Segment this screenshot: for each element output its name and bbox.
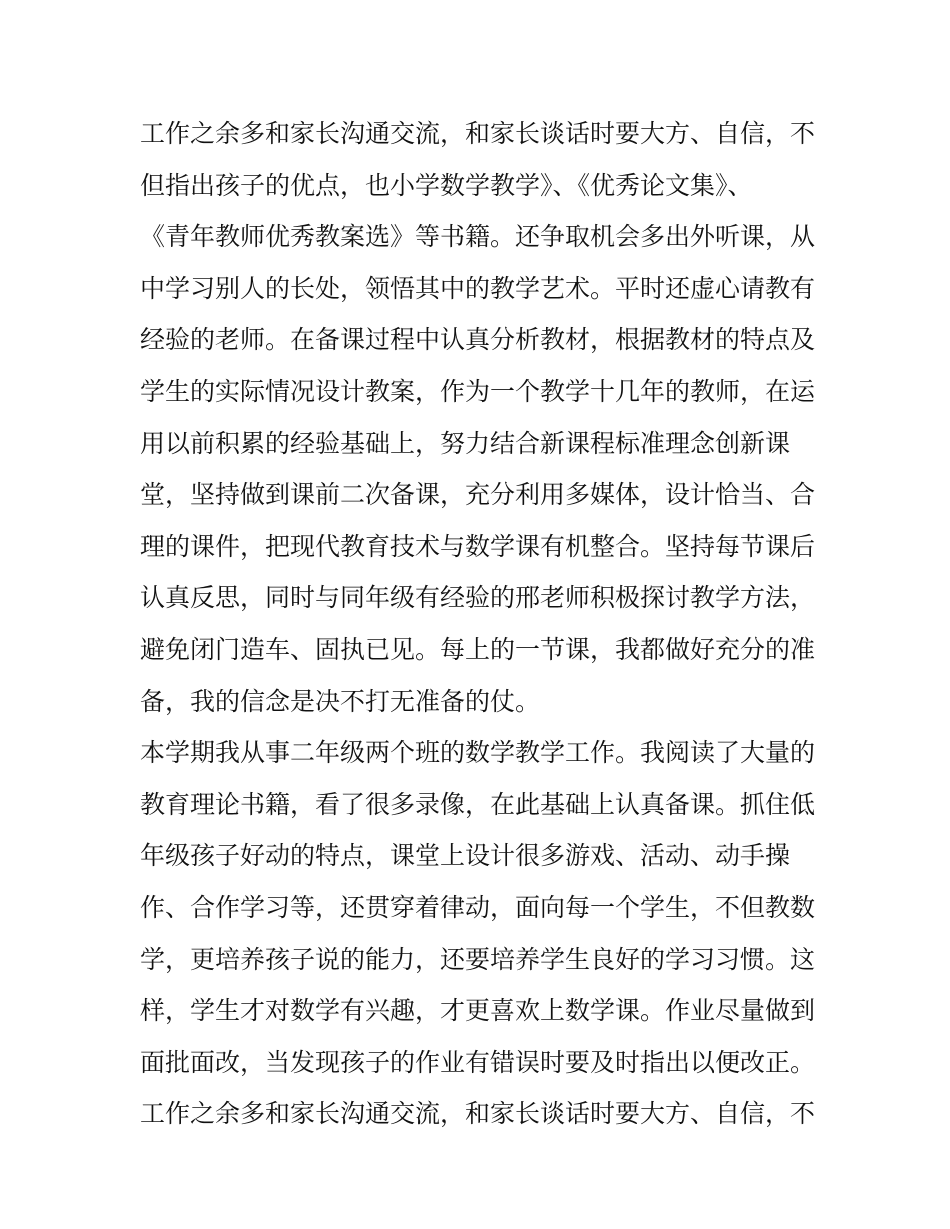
text-line: 面批面改，当发现孩子的作业有错误时要及时指出以便改正。 <box>140 1047 816 1077</box>
text-line: 学，更培养孩子说的能力，还要培养学生良好的学习习惯。这 <box>140 944 816 974</box>
text-line: 堂，坚持做到课前二次备课，充分利用多媒体，设计恰当、合 <box>140 480 816 510</box>
text-line: 认真反思，同时与同年级有经验的邢老师积极探讨教学方法， <box>140 583 816 613</box>
text-line: 避免闭门造车、固执已见。每上的一节课，我都做好充分的准 <box>140 634 816 664</box>
body-text <box>140 108 820 1140</box>
text-line: 本学期我从事二年级两个班的数学教学工作。我阅读了大量的 <box>140 738 816 768</box>
text-line: 作、合作学习等，还贯穿着律动，面向每一个学生，不但教数 <box>140 892 816 922</box>
text-line: 教育理论书籍，看了很多录像，在此基础上认真备课。抓住低 <box>140 789 816 819</box>
text-line: 《青年教师优秀教案选》等书籍。还争取机会多出外听课，从 <box>140 222 816 252</box>
text-line: 年级孩子好动的特点，课堂上设计很多游戏、活动、动手操 <box>140 841 791 871</box>
text-line: 工作之余多和家长沟通交流，和家长谈话时要大方、自信，不 <box>140 119 816 148</box>
text-line: 经验的老师。在备课过程中认真分析教材，根据教材的特点及 <box>140 325 816 355</box>
text-line: 学生的实际情况设计教案，作为一个教学十几年的教师，在运 <box>140 376 816 406</box>
text-line: 理的课件，把现代教育技术与数学课有机整合。坚持每节课后 <box>140 531 816 561</box>
text-line: 用以前积累的经验基础上，努力结合新课程标准理念创新课 <box>140 428 791 458</box>
text-line: 中学习别人的长处，领悟其中的教学艺术。平时还虚心请教有 <box>140 273 816 303</box>
text-line: 但指出孩子的优点，也小学数学教学》、《优秀论文集》、 <box>140 170 753 200</box>
text-line: 样，学生才对数学有兴趣，才更喜欢上数学课。作业尽量做到 <box>140 996 816 1026</box>
text-line: 工作之余多和家长沟通交流，和家长谈话时要大方、自信，不 <box>140 1099 816 1129</box>
text-line: 备，我的信念是决不打无准备的仗。 <box>140 686 541 716</box>
